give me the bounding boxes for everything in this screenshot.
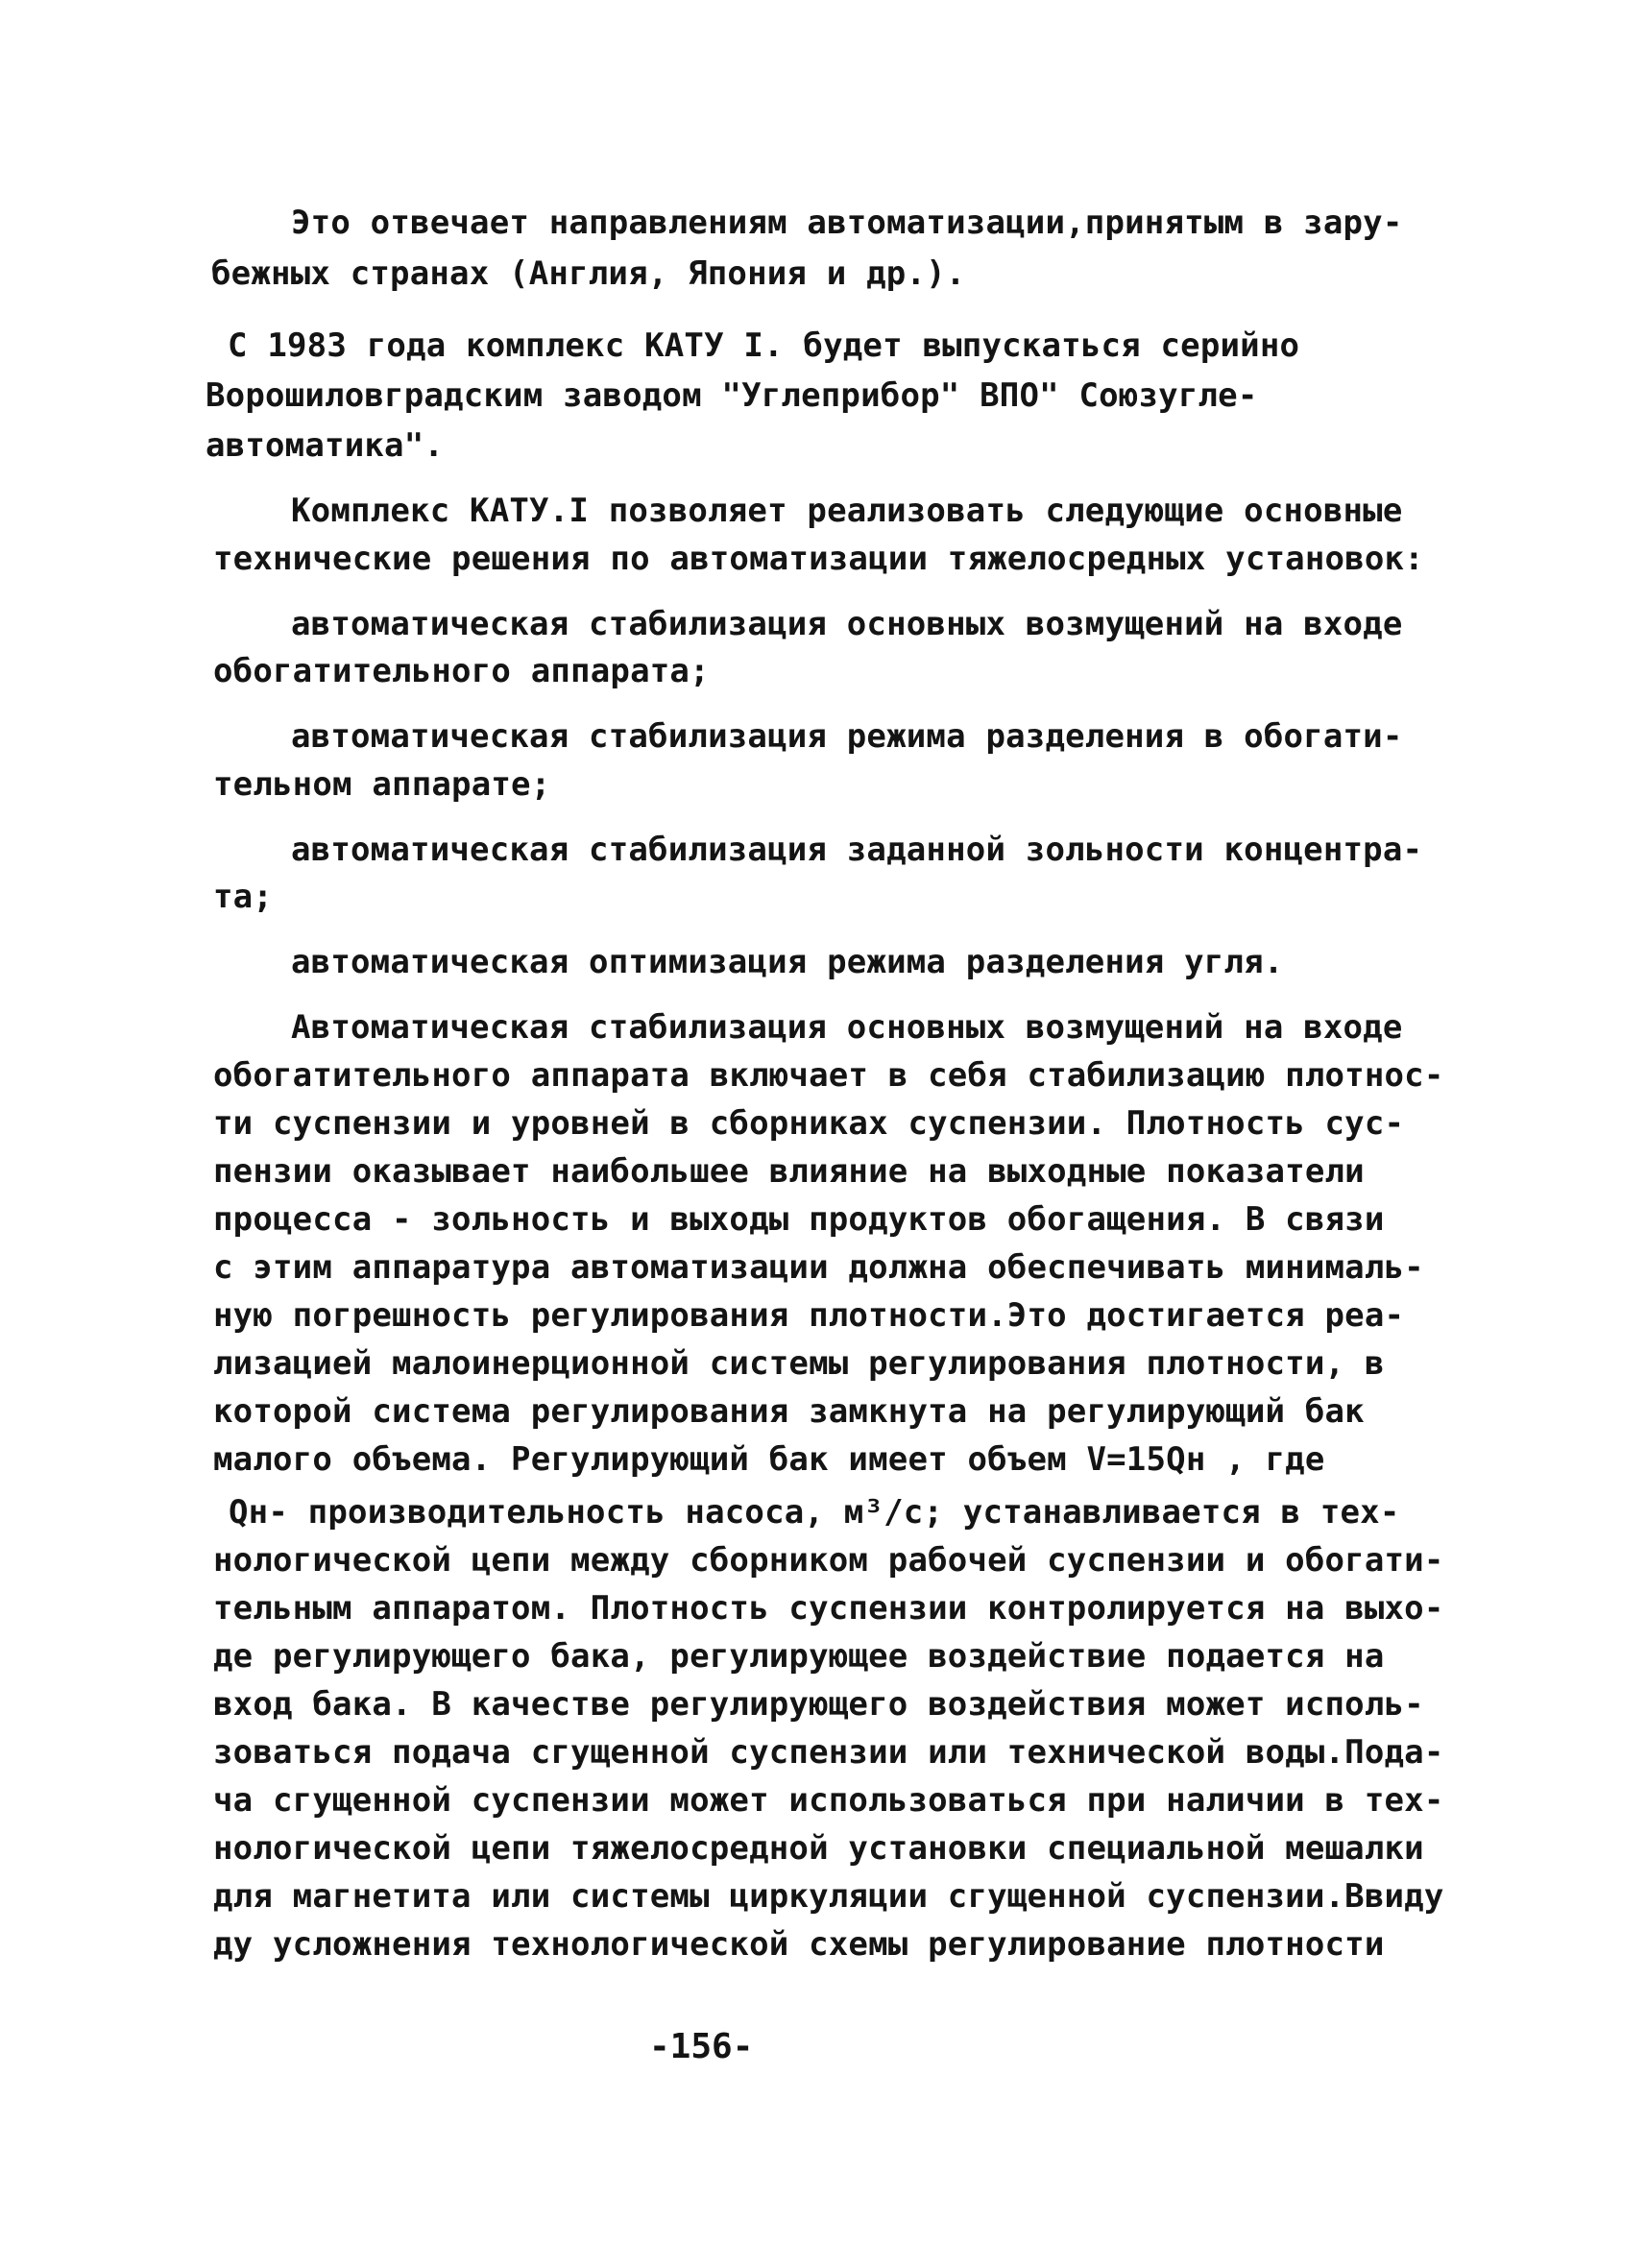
text-line: Комплекс КАТУ.I позволяет реализовать следующие основные xyxy=(291,492,1403,530)
text-line: де регулирующего бака, регулирующее воздействие подается на xyxy=(213,1637,1385,1676)
text-line: ча сгущенной суспензии может использоваться при наличии в тех- xyxy=(213,1781,1444,1820)
text-line: тельном аппарате; xyxy=(213,765,551,804)
text-line: обогатительного аппарата включает в себя стабилизацию плотнос- xyxy=(213,1056,1444,1095)
text-line: та; xyxy=(213,878,274,916)
text-line: ду усложнения технологической схемы регулирование плотности xyxy=(213,1925,1385,1964)
page-number: -156- xyxy=(649,2027,754,2066)
text-line: тельным аппаратом. Плотность суспензии контролируется на выхо- xyxy=(213,1589,1444,1628)
text-line: Qн- производительность насоса, м³/с; устанавливается в тех- xyxy=(229,1493,1400,1532)
text-line: нологической цепи тяжелосредной установки специальной мешалки xyxy=(213,1829,1424,1868)
text-line: автоматика". xyxy=(206,426,445,465)
text-line: лизацией малоинерционной системы регулирования плотности, в xyxy=(213,1344,1385,1383)
text-line: Автоматическая стабилизация основных возмущений на входе xyxy=(291,1008,1403,1047)
text-line: нологической цепи между сборником рабочей суспензии и обогати- xyxy=(213,1541,1444,1580)
text-line: зоваться подача сгущенной суспензии или технической воды.Пода- xyxy=(213,1733,1444,1772)
text-line: малого объема. Регулирующий бак имеет объем V=15Qн , где xyxy=(213,1440,1325,1479)
text-line: Это отвечает направлениям автоматизации,принятым в зару- xyxy=(291,204,1403,242)
text-line: Ворошиловградским заводом "Углеприбор" ВПО" Союзугле- xyxy=(206,376,1258,415)
text-line: для магнетита или системы циркуляции сгущенной суспензии.Ввиду xyxy=(213,1877,1444,1916)
text-line: ную погрешность регулирования плотности.Это достигается реа- xyxy=(213,1296,1405,1335)
text-line: автоматическая стабилизация основных возмущений на входе xyxy=(291,605,1403,643)
text-line: обогатительного аппарата; xyxy=(213,652,710,690)
text-line: С 1983 года комплекс КАТУ I. будет выпускаться серийно xyxy=(228,326,1300,365)
text-line: автоматическая оптимизация режима разделения угля. xyxy=(291,943,1284,981)
text-line: бежных странах (Англия, Япония и др.). xyxy=(211,254,966,293)
text-line: автоматическая стабилизация заданной зольности концентра- xyxy=(291,831,1423,869)
text-line: вход бака. В качестве регулирующего воздействия может исполь- xyxy=(213,1685,1424,1724)
text-line: которой система регулирования замкнута на регулирующий бак xyxy=(213,1392,1365,1431)
text-line: пензии оказывает наибольшее влияние на выходные показатели xyxy=(213,1152,1365,1191)
text-line: с этим аппаратура автоматизации должна обеспечивать минималь- xyxy=(213,1248,1424,1287)
text-line: технические решения по автоматизации тяжелосредных установок: xyxy=(213,540,1424,578)
text-line: автоматическая стабилизация режима разделения в обогати- xyxy=(291,717,1403,756)
text-line: процесса - зольность и выходы продуктов обогащения. В связи xyxy=(213,1200,1385,1239)
text-line: ти суспензии и уровней в сборниках суспензии. Плотность сус- xyxy=(213,1104,1405,1143)
